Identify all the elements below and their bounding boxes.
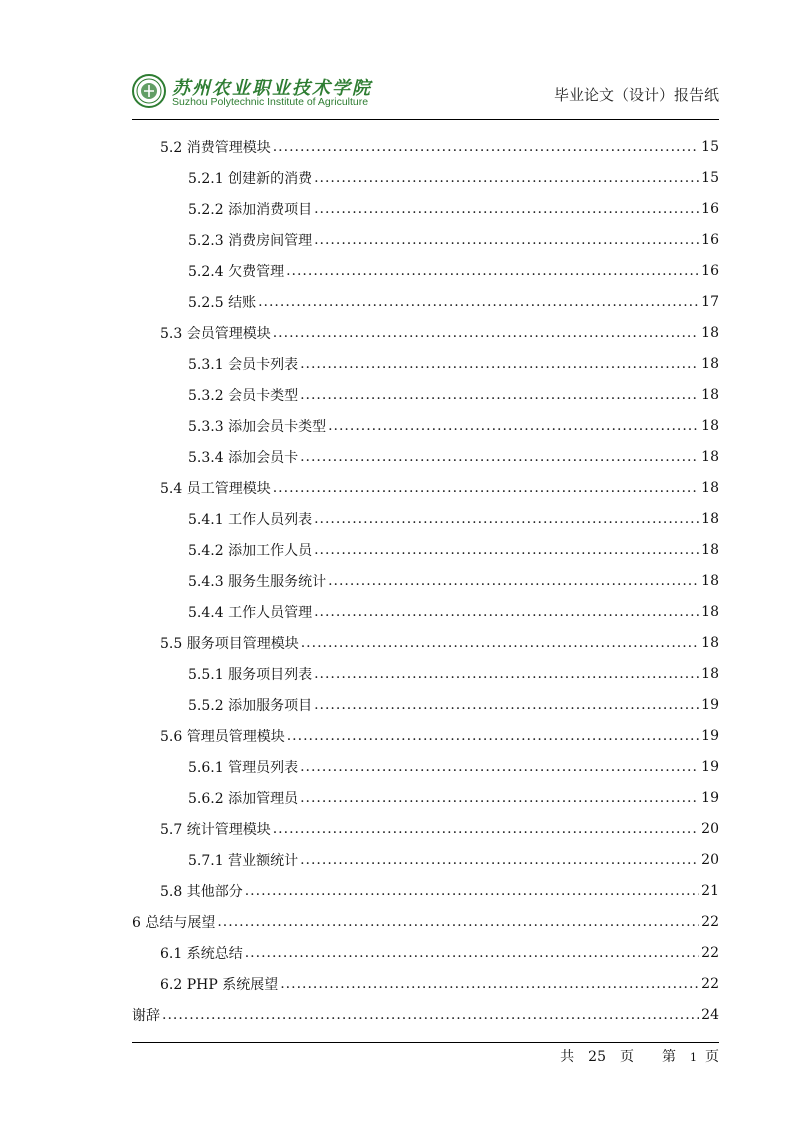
school-name-cn: 苏州农业职业技术学院 — [172, 78, 372, 99]
toc-entry[interactable] — [132, 658, 719, 689]
toc-entry-title: 5.2.4 欠费管理 — [188, 263, 285, 280]
toc-dot-leader — [273, 821, 699, 837]
toc-entry-title: 5.2.1 创建新的消费 — [188, 170, 313, 187]
toc-entry[interactable] — [132, 565, 719, 596]
toc-entry-page: 22 — [701, 944, 719, 961]
toc-entry[interactable] — [132, 534, 719, 565]
table-of-contents — [132, 131, 719, 1030]
footer-current-unit: 页 — [705, 1049, 719, 1065]
toc-dot-leader — [273, 325, 699, 341]
toc-entry-title: 5.4.2 添加工作人员 — [188, 542, 313, 559]
toc-entry-page: 19 — [701, 696, 719, 713]
toc-dot-leader — [314, 232, 699, 248]
toc-entry-page: 20 — [701, 851, 719, 868]
toc-entry-title: 5.2 消费管理模块 — [160, 139, 271, 156]
toc-dot-leader — [300, 449, 699, 465]
toc-entry[interactable] — [132, 472, 719, 503]
toc-entry[interactable] — [132, 720, 719, 751]
toc-dot-leader — [314, 542, 699, 558]
toc-dot-leader — [162, 1007, 699, 1023]
toc-dot-leader — [273, 480, 699, 496]
toc-entry-page: 19 — [701, 789, 719, 806]
page-header — [132, 70, 719, 120]
toc-entry[interactable] — [132, 441, 719, 472]
toc-dot-leader — [314, 697, 699, 713]
toc-entry-title: 5.6 管理员管理模块 — [160, 728, 285, 745]
toc-entry-page: 18 — [701, 541, 719, 558]
toc-entry-title: 5.6.2 添加管理员 — [188, 790, 299, 807]
toc-dot-leader — [300, 759, 699, 775]
toc-dot-leader — [217, 914, 699, 930]
toc-entry-title: 5.7 统计管理模块 — [160, 821, 271, 838]
document-type-label: 毕业论文（设计）报告纸 — [553, 86, 719, 104]
toc-dot-leader — [300, 790, 699, 806]
toc-entry[interactable] — [132, 844, 719, 875]
toc-entry-page: 16 — [701, 231, 719, 248]
footer-divider — [132, 1042, 719, 1043]
toc-entry[interactable] — [132, 410, 719, 441]
toc-entry-page: 19 — [701, 727, 719, 744]
toc-entry-page: 22 — [701, 975, 719, 992]
header-divider — [132, 119, 719, 120]
toc-entry-page: 15 — [701, 169, 719, 186]
toc-entry[interactable] — [132, 255, 719, 286]
school-name-en: Suzhou Polytechnic Institute of Agriculture — [172, 96, 369, 108]
toc-entry[interactable] — [132, 379, 719, 410]
toc-entry-page: 18 — [701, 386, 719, 403]
toc-entry-title: 5.4.3 服务生服务统计 — [188, 573, 327, 590]
toc-entry-title: 5.3.1 会员卡列表 — [188, 356, 299, 373]
toc-dot-leader — [245, 945, 699, 961]
toc-entry-title: 5.2.5 结账 — [188, 294, 257, 311]
toc-dot-leader — [287, 728, 699, 744]
toc-entry[interactable] — [132, 751, 719, 782]
footer-current-label: 第 — [662, 1049, 676, 1065]
toc-entry-title: 5.3 会员管理模块 — [160, 325, 271, 342]
toc-entry-page: 16 — [701, 262, 719, 279]
toc-dot-leader — [314, 604, 699, 620]
toc-entry-title: 谢辞 — [132, 1007, 160, 1024]
toc-entry-page: 18 — [701, 634, 719, 651]
toc-entry-title: 5.5 服务项目管理模块 — [160, 635, 299, 652]
toc-entry-title: 5.7.1 营业额统计 — [188, 852, 299, 869]
toc-entry[interactable] — [132, 813, 719, 844]
toc-dot-leader — [300, 387, 699, 403]
toc-entry[interactable] — [132, 131, 719, 162]
toc-dot-leader — [314, 170, 699, 186]
toc-entry-title: 5.6.1 管理员列表 — [188, 759, 299, 776]
toc-entry[interactable] — [132, 224, 719, 255]
toc-dot-leader — [245, 883, 699, 899]
toc-entry[interactable] — [132, 596, 719, 627]
toc-dot-leader — [314, 201, 699, 217]
toc-entry-title: 5.3.3 添加会员卡类型 — [188, 418, 327, 435]
toc-dot-leader — [286, 263, 699, 279]
toc-entry-title: 5.2.3 消费房间管理 — [188, 232, 313, 249]
toc-entry-page: 18 — [701, 572, 719, 589]
toc-entry-page: 18 — [701, 603, 719, 620]
toc-entry-page: 18 — [701, 448, 719, 465]
toc-entry-page: 21 — [701, 882, 719, 899]
toc-entry-title: 5.4.4 工作人员管理 — [188, 604, 313, 621]
toc-dot-leader — [273, 139, 699, 155]
toc-entry[interactable] — [132, 317, 719, 348]
toc-entry-page: 17 — [701, 293, 719, 310]
toc-entry[interactable] — [132, 906, 719, 937]
footer-page-unit: 页 — [620, 1049, 634, 1065]
toc-entry-title: 5.3.4 添加会员卡 — [188, 449, 299, 466]
footer-total-label: 共 — [560, 1049, 575, 1065]
toc-entry-page: 20 — [701, 820, 719, 837]
toc-dot-leader — [328, 418, 699, 434]
toc-entry-page: 15 — [701, 138, 719, 155]
toc-entry-page: 18 — [701, 417, 719, 434]
toc-dot-leader — [314, 511, 699, 527]
toc-entry[interactable] — [132, 689, 719, 720]
toc-entry-title: 5.2.2 添加消费项目 — [188, 201, 313, 218]
toc-entry[interactable] — [132, 286, 719, 317]
toc-entry-page: 18 — [701, 324, 719, 341]
toc-entry-page: 16 — [701, 200, 719, 217]
toc-entry-page: 22 — [701, 913, 719, 930]
toc-entry[interactable] — [132, 162, 719, 193]
toc-entry-title: 6 总结与展望 — [132, 914, 216, 931]
toc-entry[interactable] — [132, 875, 719, 906]
toc-dot-leader — [300, 356, 699, 372]
footer-current-page: 1 — [690, 1051, 697, 1064]
school-seal-icon — [132, 74, 166, 108]
toc-entry[interactable] — [132, 193, 719, 224]
toc-entry[interactable] — [132, 627, 719, 658]
toc-entry-page: 24 — [701, 1006, 719, 1023]
toc-dot-leader — [280, 976, 699, 992]
toc-dot-leader — [258, 294, 699, 310]
toc-entry[interactable] — [132, 503, 719, 534]
toc-entry-page: 18 — [701, 665, 719, 682]
toc-entry-title: 5.4 员工管理模块 — [160, 480, 271, 497]
toc-entry-title: 5.4.1 工作人员列表 — [188, 511, 313, 528]
toc-entry-title: 6.2 PHP 系统展望 — [160, 976, 279, 993]
toc-entry[interactable] — [132, 968, 719, 999]
toc-dot-leader — [328, 573, 699, 589]
toc-entry-title: 6.1 系统总结 — [160, 945, 243, 962]
toc-entry-page: 18 — [701, 479, 719, 496]
toc-entry-title: 5.8 其他部分 — [160, 883, 243, 900]
page-footer — [560, 1046, 719, 1066]
toc-entry-title: 5.3.2 会员卡类型 — [188, 387, 299, 404]
footer-total-pages: 25 — [588, 1049, 606, 1065]
toc-entry-page: 19 — [701, 758, 719, 775]
toc-entry[interactable] — [132, 999, 719, 1030]
toc-entry[interactable] — [132, 782, 719, 813]
toc-entry[interactable] — [132, 348, 719, 379]
toc-entry-title: 5.5.2 添加服务项目 — [188, 697, 313, 714]
toc-entry-page: 18 — [701, 510, 719, 527]
toc-dot-leader — [314, 666, 699, 682]
toc-entry-page: 18 — [701, 355, 719, 372]
toc-entry[interactable] — [132, 937, 719, 968]
toc-dot-leader — [301, 635, 699, 651]
toc-dot-leader — [300, 852, 699, 868]
toc-entry-title: 5.5.1 服务项目列表 — [188, 666, 313, 683]
